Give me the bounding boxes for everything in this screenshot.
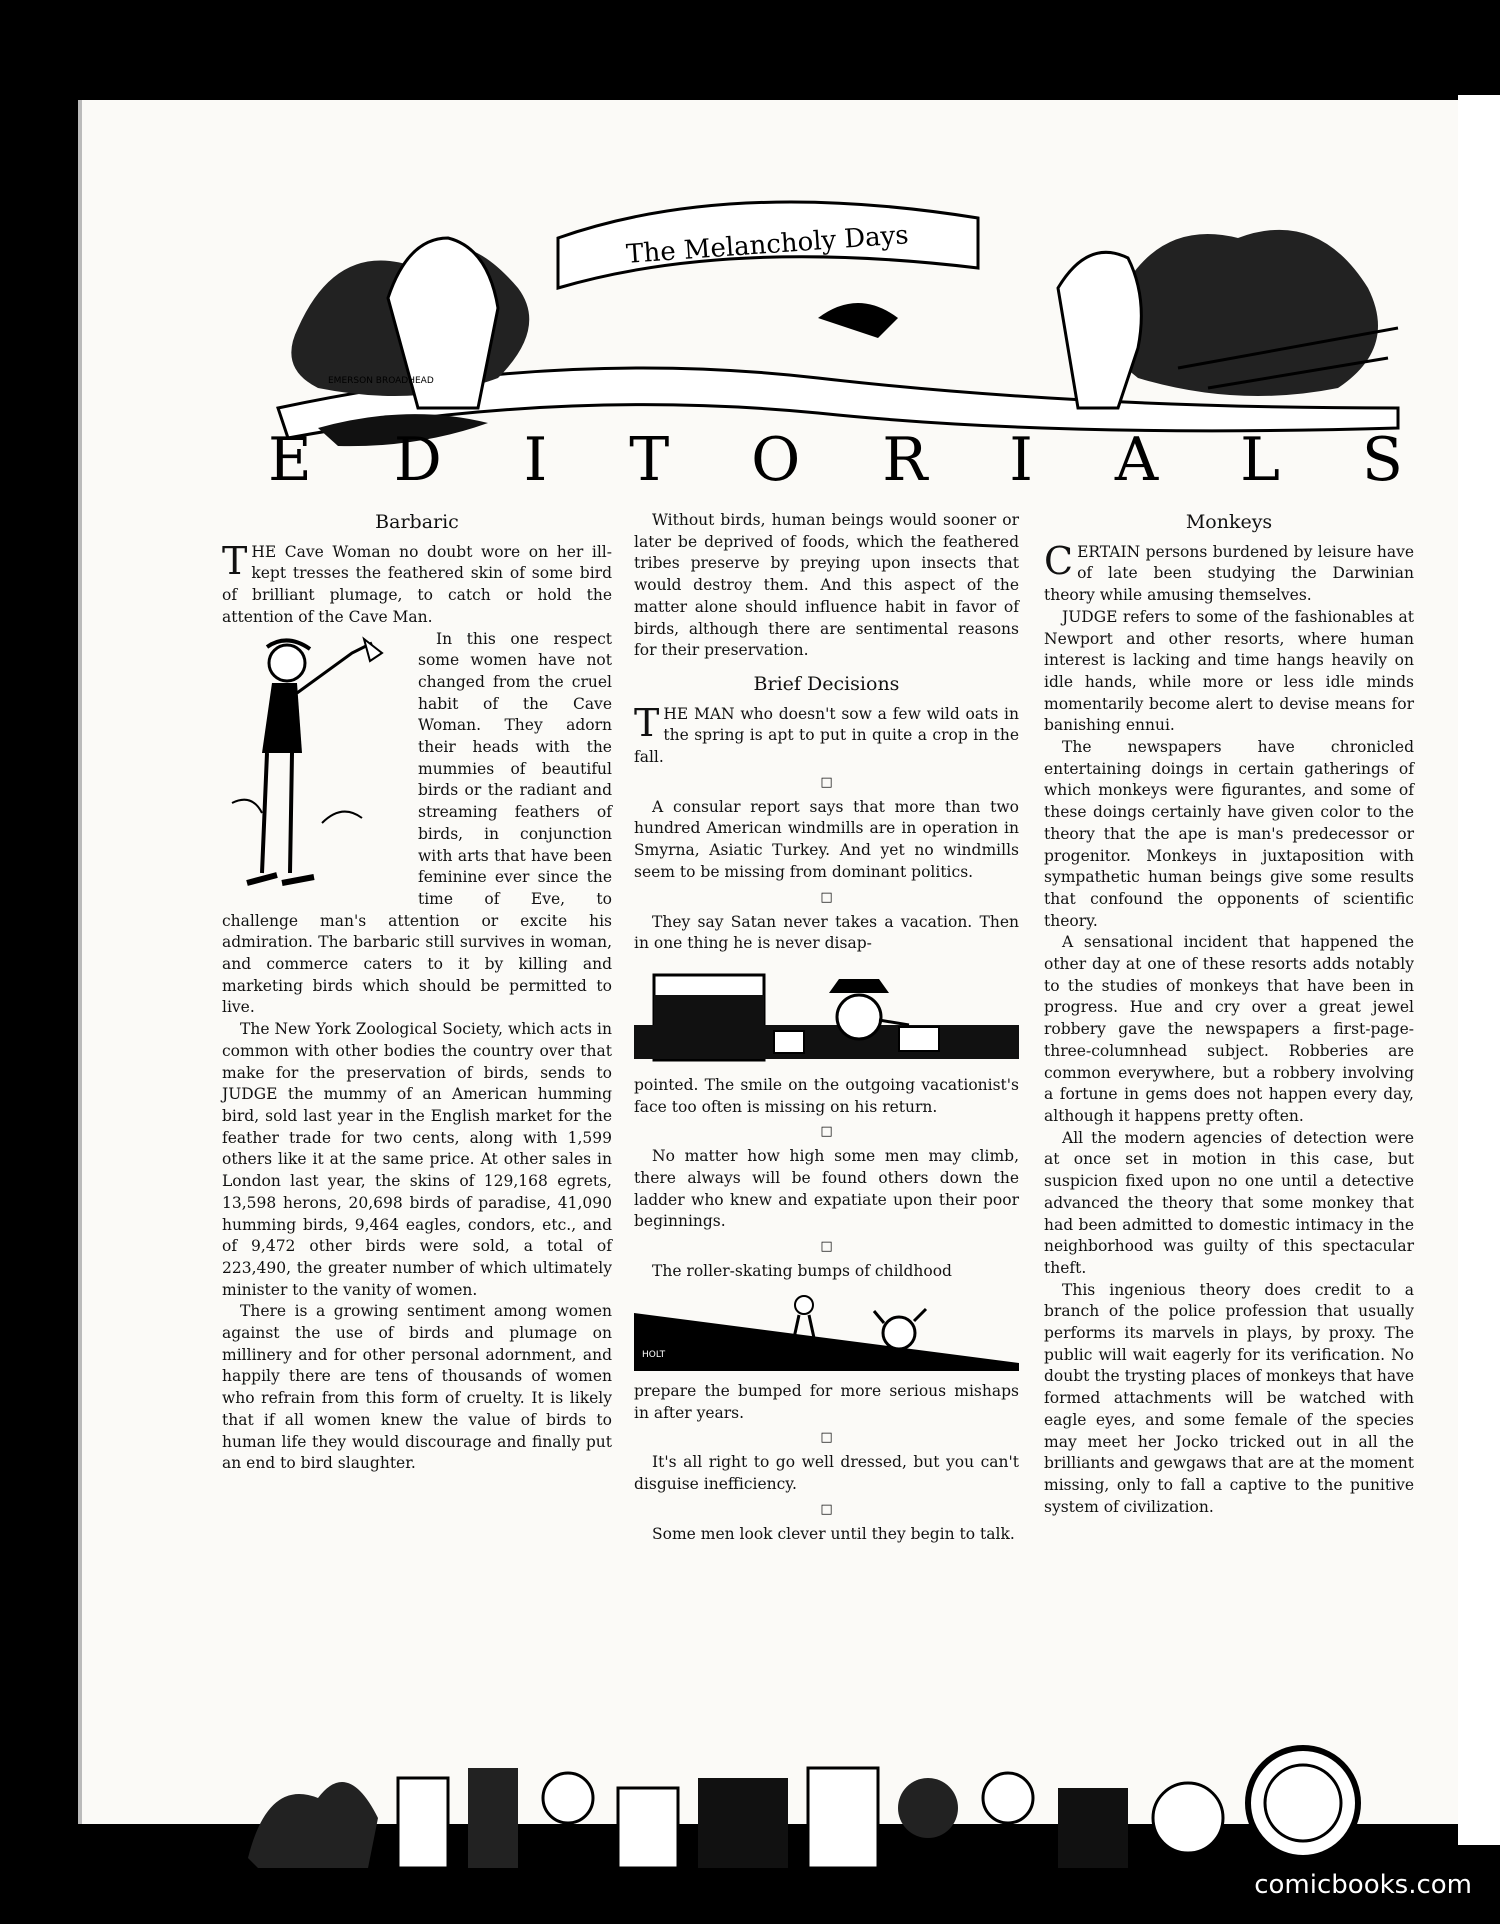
separator: □ [820,889,833,905]
separator: □ [820,1501,833,1517]
banner-title: The Melancholy Days [625,220,910,270]
drop-cap: C [1044,538,1074,583]
title-letter: L [1240,425,1280,495]
paragraph: The newspapers have chronicled entertaining doings in certain gatherings of which monkeys were figurantes, and some of these doings certainly have given color to the theory that the ape is man's predecessor or progenitor. Monkeys in juxtaposition with sympathetic human beings give some results that confound the opponents of scientific theory. [1044,738,1414,930]
header-illustration [258,178,1413,448]
cave-man-illustration [222,633,412,895]
drop-cap: T [222,538,248,583]
section-heading-monkeys: Monkeys [1185,511,1273,533]
illustration-signature: HOLT [642,1349,666,1360]
paragraph: The New York Zoological Society, which acts in common with other bodies the country over that make for the preservation of birds, sends to JUDGE the mummy of an American humming bird, sold last year in the English market for the feather trade for two cents, along with 1,599 others like it at the same price. At other sales in London last year, the skins of 129,168 egrets, 13,598 herons, 20,698 birds of paradise, 41,090 humming birds, 9,464 eagles, condors, etc., and of 9,472 other birds were sold, a total of 223,490, the greater number of which ultimately minister to the vanity of women. [222,1020,612,1299]
paragraph: It's all right to go well dressed, but you can't disguise inefficiency. [634,1453,1019,1493]
vacationist-illustration [634,965,1019,1065]
section-heading-barbaric: Barbaric [375,511,459,533]
footer-illustration [228,1738,1378,1888]
paragraph [1044,538,1414,607]
separator: □ [820,1239,833,1255]
title-letter: S [1361,425,1403,495]
paragraph: JUDGE refers to some of the fashionables at Newport and other resorts, where human interest is lacking and time hangs heavily on idle hands, while more or less idle minds momentarily become alert to devise means for banishing ennui. [1044,607,1414,735]
separator: □ [820,1430,833,1446]
next-page-edge [1458,95,1500,1845]
paragraph: No matter how high some men may climb, there always will be found others down the ladder who knew and expatiate upon their poor beginnings. [634,1147,1019,1231]
paragraph [634,700,1019,769]
page-gutter [78,100,82,1824]
paragraph: A sensational incident that happened the other day at one of these resorts adds notably to the studies of monkeys that have been in progress. Hue and cry over a great jewel robbery gave the newspapers a first-page-three-columnhead subject. Robberies are common everywhere, but a robbery involving a fortune in gems does not happen every day, although it happens pretty often. [1044,933,1414,1125]
artist-signature: EMERSON BROADHEAD [328,376,434,386]
column-monkeys [1044,510,1414,1518]
paragraph: This ingenious theory does credit to a branch of the police profession that usually performs its marvels in plays, by proxy. The public will wait eagerly for its verification. No doubt the trysting places of monkeys that have formed attachments will be watched with eagle eyes, and some female of the species may meet her Jocko tricked out in all the brilliants and gewgaws that are at the moment missing, only to fall a captive to the punitive system of civilization. [1044,1280,1414,1516]
title-letter: R [882,425,928,495]
watermark: comicbooks.com [1254,1870,1472,1900]
paragraph: A consular report says that more than two hundred American windmills are in operation in Smyrna, Asiatic Turkey. And yet no windmills seem to be missing from dominant politics. [634,797,1019,881]
title-letter: I [523,425,548,495]
column-brief-decisions [634,510,1019,1545]
paragraph-text: ERTAIN persons burdened by leisure have of late been studying the Darwinian theory while amusing themselves. [1044,542,1414,605]
paragraph: Without birds, human beings would sooner or later be deprived of foods, which the feathered tribes preserve by preying upon insects that would destroy them. And this aspect of the matter alone should influence habit in favor of birds, although there are sentimental reasons for their preservation. [634,511,1019,660]
paragraph: Some men look clever until they begin to talk. [652,1524,1015,1543]
paragraph: In this one respect some women have not changed from the cruel habit of the Cave Woman. They adorn their heads with the mummies of beautiful birds or the radiant and streaming feathers of birds, in conjunction with arts that have been feminine ever since the time of Eve, to challenge man's attention or excite his admiration. The barbaric still survives in woman, and commerce caters to it by killing and marketing birds which should be permitted to live. [222,629,612,1017]
title-letter: A [1114,425,1159,495]
section-heading-brief-decisions: Brief Decisions [753,672,900,695]
paragraph: prepare the bumped for more serious mishaps in after years. [634,1381,1019,1422]
title-letter: E [268,425,312,495]
paragraph: All the modern agencies of detection were at once set in motion in this case, but suspicion fixed upon no one until a detective advanced the theory that some monkey that had been admitted to domestic intimacy in the neighborhood was guilty of this spectacular theft. [1044,1128,1414,1277]
title-letter: I [1009,425,1033,495]
paragraph: They say Satan never takes a vacation. Then in one thing he is never disap- [634,912,1019,953]
separator: □ [820,774,833,790]
title-letter: T [629,425,670,495]
page-title [268,425,1403,505]
title-letter: D [393,425,442,495]
paragraph [222,538,612,629]
paragraph: pointed. The smile on the outgoing vacationist's face too often is missing on his return. [634,1075,1019,1116]
paragraph-text: HE MAN who doesn't sow a few wild oats in the spring is apt to put in quite a crop in the fall. [634,704,1019,767]
paragraph-text: HE Cave Woman no doubt wore on her ill-kept tresses the feathered skin of some bird of brilliant plumage, to catch or hold the attention of the Cave Man. [222,542,612,626]
roller-skating-illustration [634,1293,1019,1371]
paragraph: There is a growing sentiment among women against the use of birds and plumage on millinery and for other personal adornment, and happily there are tens of thousands of women who refrain from this form of cruelty. It is likely that if all women knew the value of birds to human life they would discourage and finally put an end to bird slaughter. [222,1302,612,1473]
title-letter: O [751,425,801,495]
column-barbaric [222,510,612,1475]
drop-cap: T [634,700,660,745]
paragraph: The roller-skating bumps of childhood [652,1262,952,1281]
separator: □ [820,1124,833,1140]
